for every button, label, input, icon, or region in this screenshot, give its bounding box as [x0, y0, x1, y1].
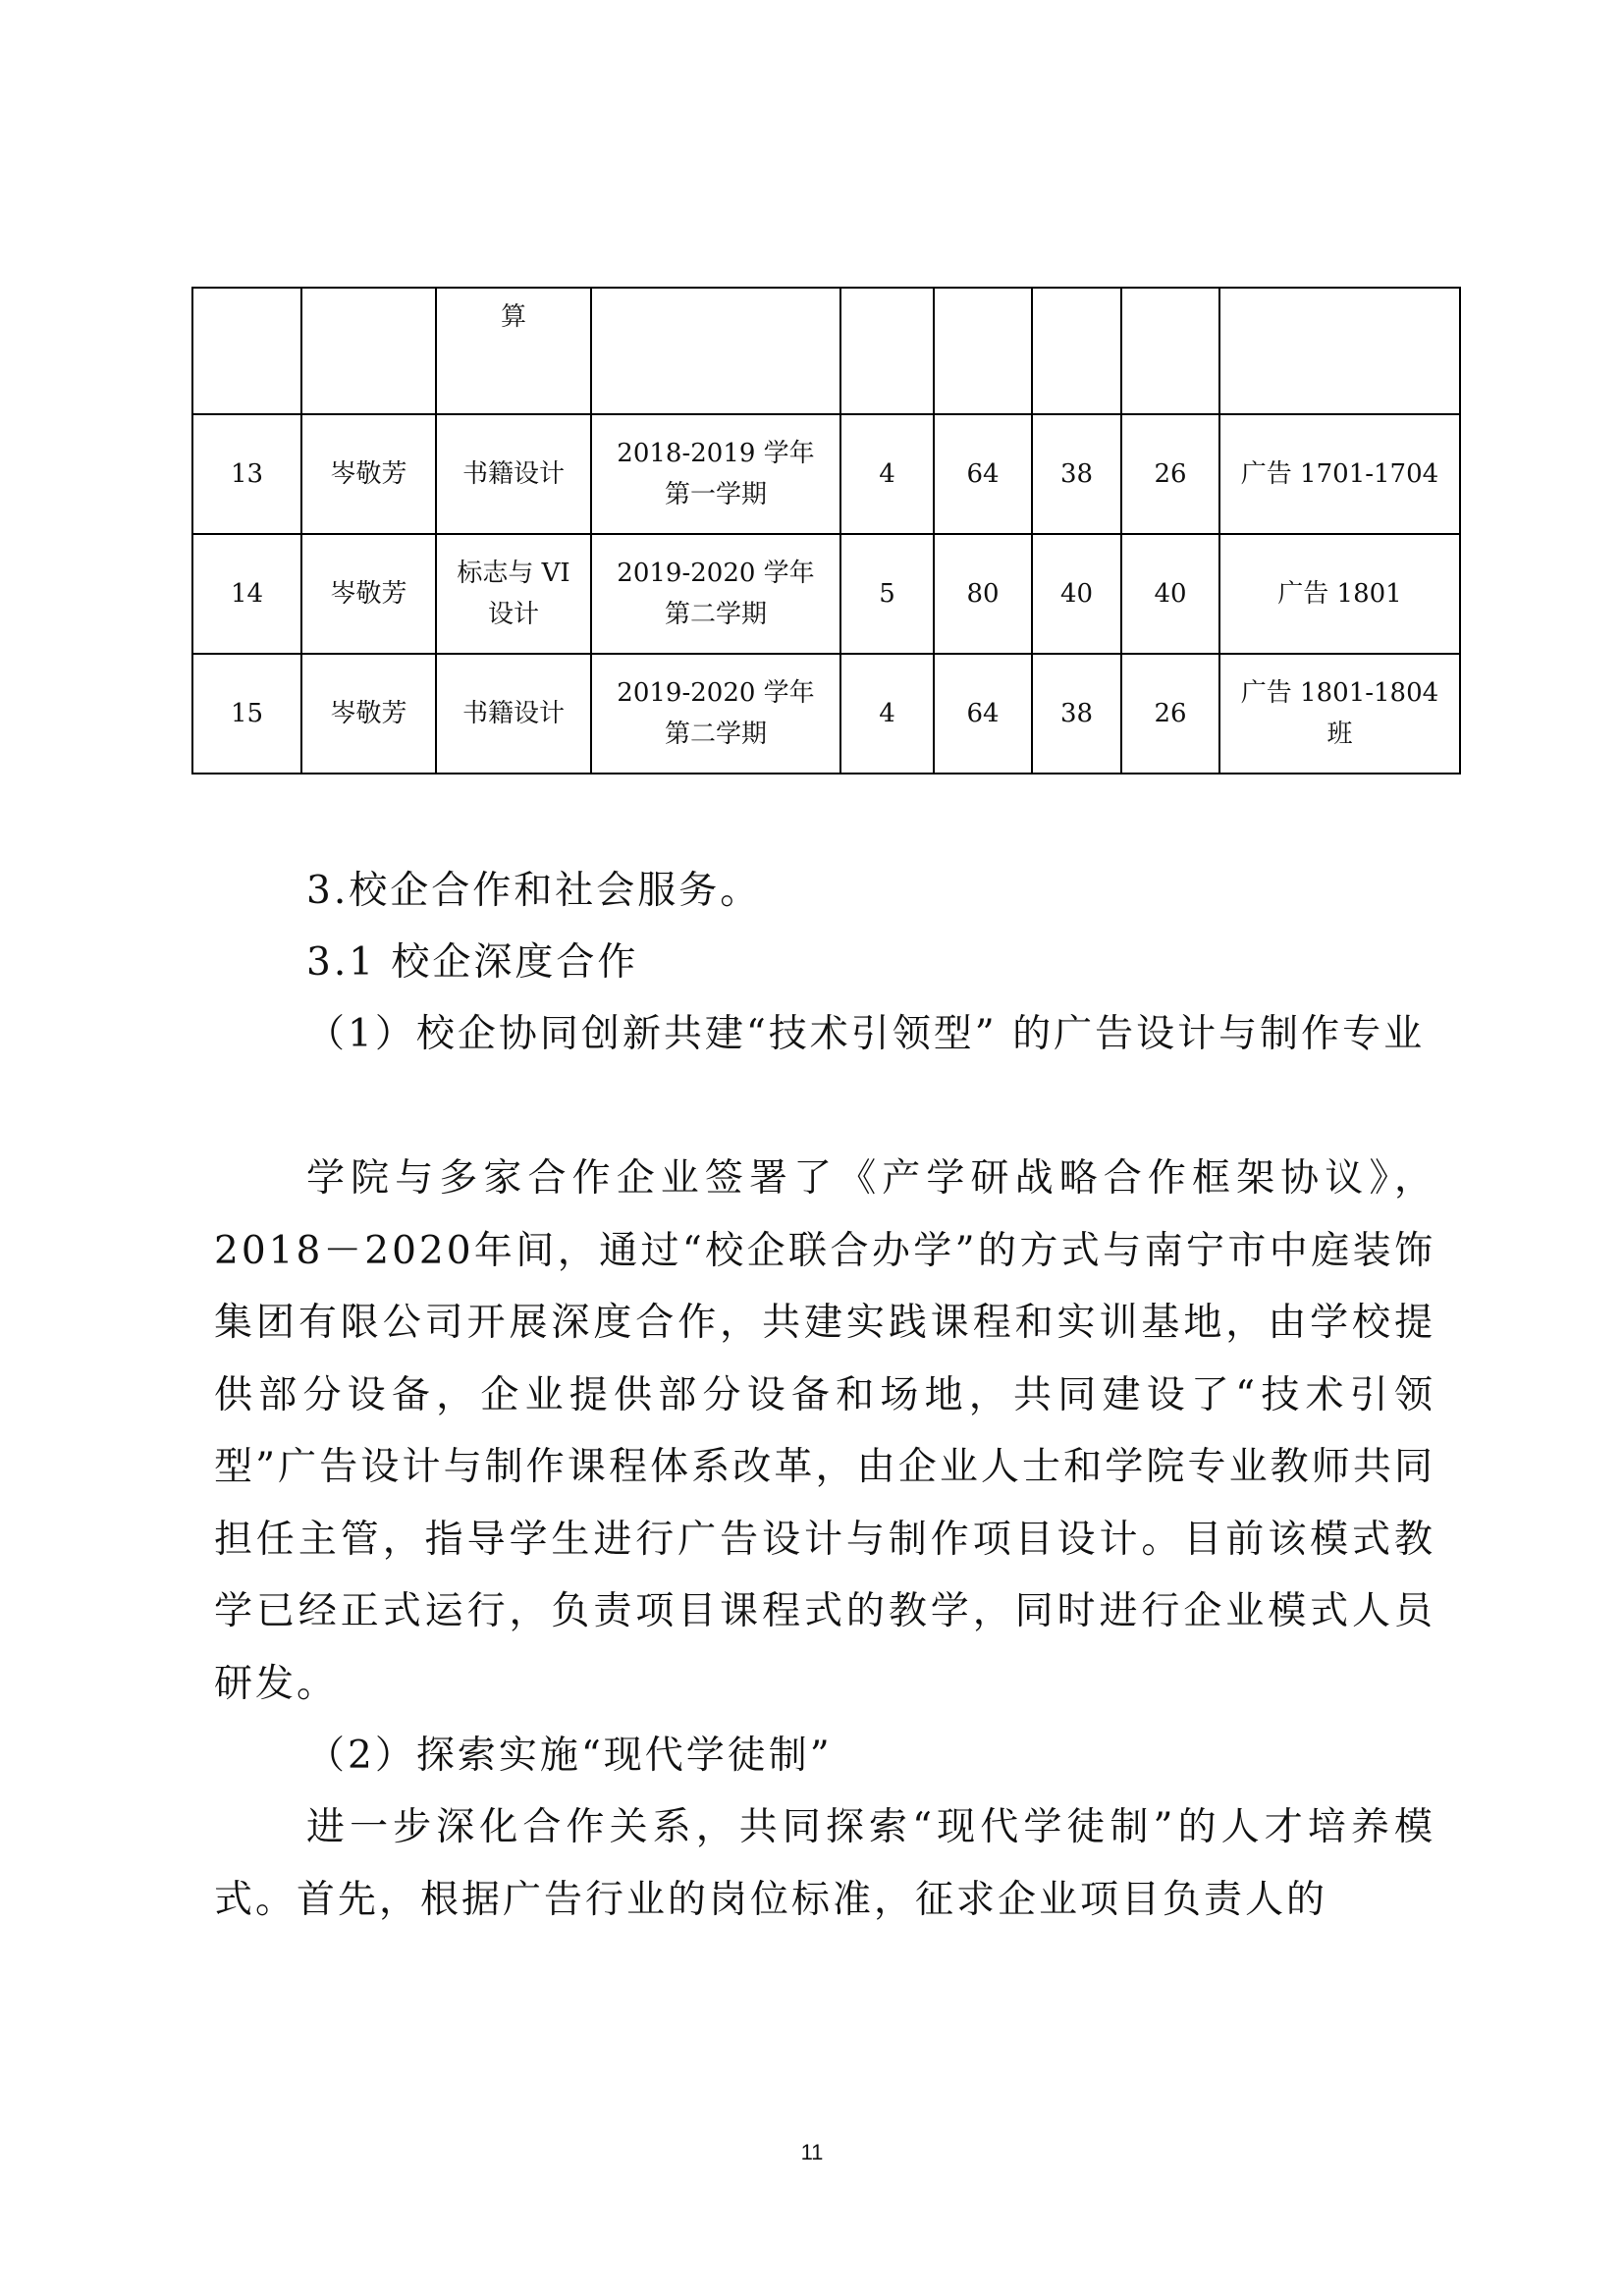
table-cell-class — [1219, 414, 1460, 534]
table-row — [192, 654, 1460, 774]
table-cell-total-hours: 80 — [934, 534, 1032, 654]
term-line: 第一学期 — [664, 480, 767, 509]
item-title-paragraph: （2）探索实施“现代学徒制” — [306, 1734, 833, 1778]
table-cell — [1032, 288, 1121, 414]
table-cell-practice-hours: 26 — [1121, 654, 1219, 774]
table-cell-teacher: 岑敬芳 — [301, 654, 436, 774]
table-cell-credits: 4 — [840, 414, 934, 534]
table-cell-practice-hours: 40 — [1121, 534, 1219, 654]
table-cell-credits: 5 — [840, 534, 934, 654]
course-line: 设计 — [487, 600, 539, 629]
table-cell-course — [436, 534, 591, 654]
class-line: 广告 1701-1704 — [1240, 459, 1439, 489]
table-cell — [1219, 288, 1460, 414]
table-cell — [192, 288, 301, 414]
table-cell-teacher: 岑敬芳 — [301, 414, 436, 534]
table-cell-term — [591, 534, 840, 654]
table-cell-no: 13 — [192, 414, 301, 534]
body-paragraph: 进一步深化合作关系，共同探索“现代学徒制”的人才培养模式。首先，根据广告行业的岗位标准，征求企业项目负责人的 — [214, 1805, 1435, 1922]
item-title-paragraph: （1）校企协同创新共建“技术引领型” 的广告设计与制作专业 — [306, 1012, 1426, 1056]
table-cell-total-hours: 64 — [934, 414, 1032, 534]
table-cell-credits: 4 — [840, 654, 934, 774]
term-line: 2019-2020 学年 — [617, 559, 815, 588]
class-line: 广告 1801-1804 — [1240, 678, 1439, 708]
table-cell — [934, 288, 1032, 414]
table-cell-class — [1219, 534, 1460, 654]
table-cell-no: 15 — [192, 654, 301, 774]
class-line: 广告 1801 — [1277, 579, 1402, 609]
term-line: 2019-2020 学年 — [617, 678, 815, 708]
term-line: 2018-2019 学年 — [617, 439, 815, 468]
table-cell — [591, 288, 840, 414]
body-paragraph: 学院与多家合作企业签署了《产学研战略合作框架协议》，2018－2020年间，通过“校企联合办学”的方式与南宁市中庭装饰集团有限公司开展深度合作，共建实践课程和实训基地，由学校提供部分设备，企业提供部分设备和场地，共同建设了“技术引领型”广告设计与制作课程体系改革，由企业人士和学院专业教师共同担任主管，指导学生进行广告设计与制作项目设计。目前该模式教学已经正式运行，负责项目课程式的教学，同时进行企业模式人员研发。 — [214, 1156, 1435, 1706]
table-row — [192, 414, 1460, 534]
subsection-heading: 3.1 校企深度合作 — [306, 940, 639, 985]
course-table — [191, 287, 1461, 774]
course-line: 书籍设计 — [461, 699, 565, 728]
table-cell-no: 14 — [192, 534, 301, 654]
table-cell — [1121, 288, 1219, 414]
page-number: 11 — [800, 2140, 824, 2164]
course-line: 标志与 VI — [457, 559, 570, 588]
table-row — [192, 534, 1460, 654]
table-cell — [301, 288, 436, 414]
table-cell-practice-hours: 26 — [1121, 414, 1219, 534]
table-cell — [840, 288, 934, 414]
table-cell-teacher: 岑敬芳 — [301, 534, 436, 654]
term-line: 第二学期 — [664, 720, 767, 749]
table-cell-class — [1219, 654, 1460, 774]
table-cell-term — [591, 654, 840, 774]
table-cell-total-hours: 64 — [934, 654, 1032, 774]
section-heading: 3.校企合作和社会服务。 — [306, 869, 762, 913]
class-line: 班 — [1326, 720, 1353, 749]
table-row-continuation — [192, 288, 1460, 414]
table-cell-course: 算 — [436, 288, 591, 414]
table-cell-course — [436, 654, 591, 774]
course-line: 书籍设计 — [461, 459, 565, 489]
table-cell-theory-hours: 38 — [1032, 414, 1121, 534]
term-line: 第二学期 — [664, 600, 767, 629]
table-cell-course — [436, 414, 591, 534]
table-cell-term — [591, 414, 840, 534]
table-cell-theory-hours: 38 — [1032, 654, 1121, 774]
table-cell-theory-hours: 40 — [1032, 534, 1121, 654]
